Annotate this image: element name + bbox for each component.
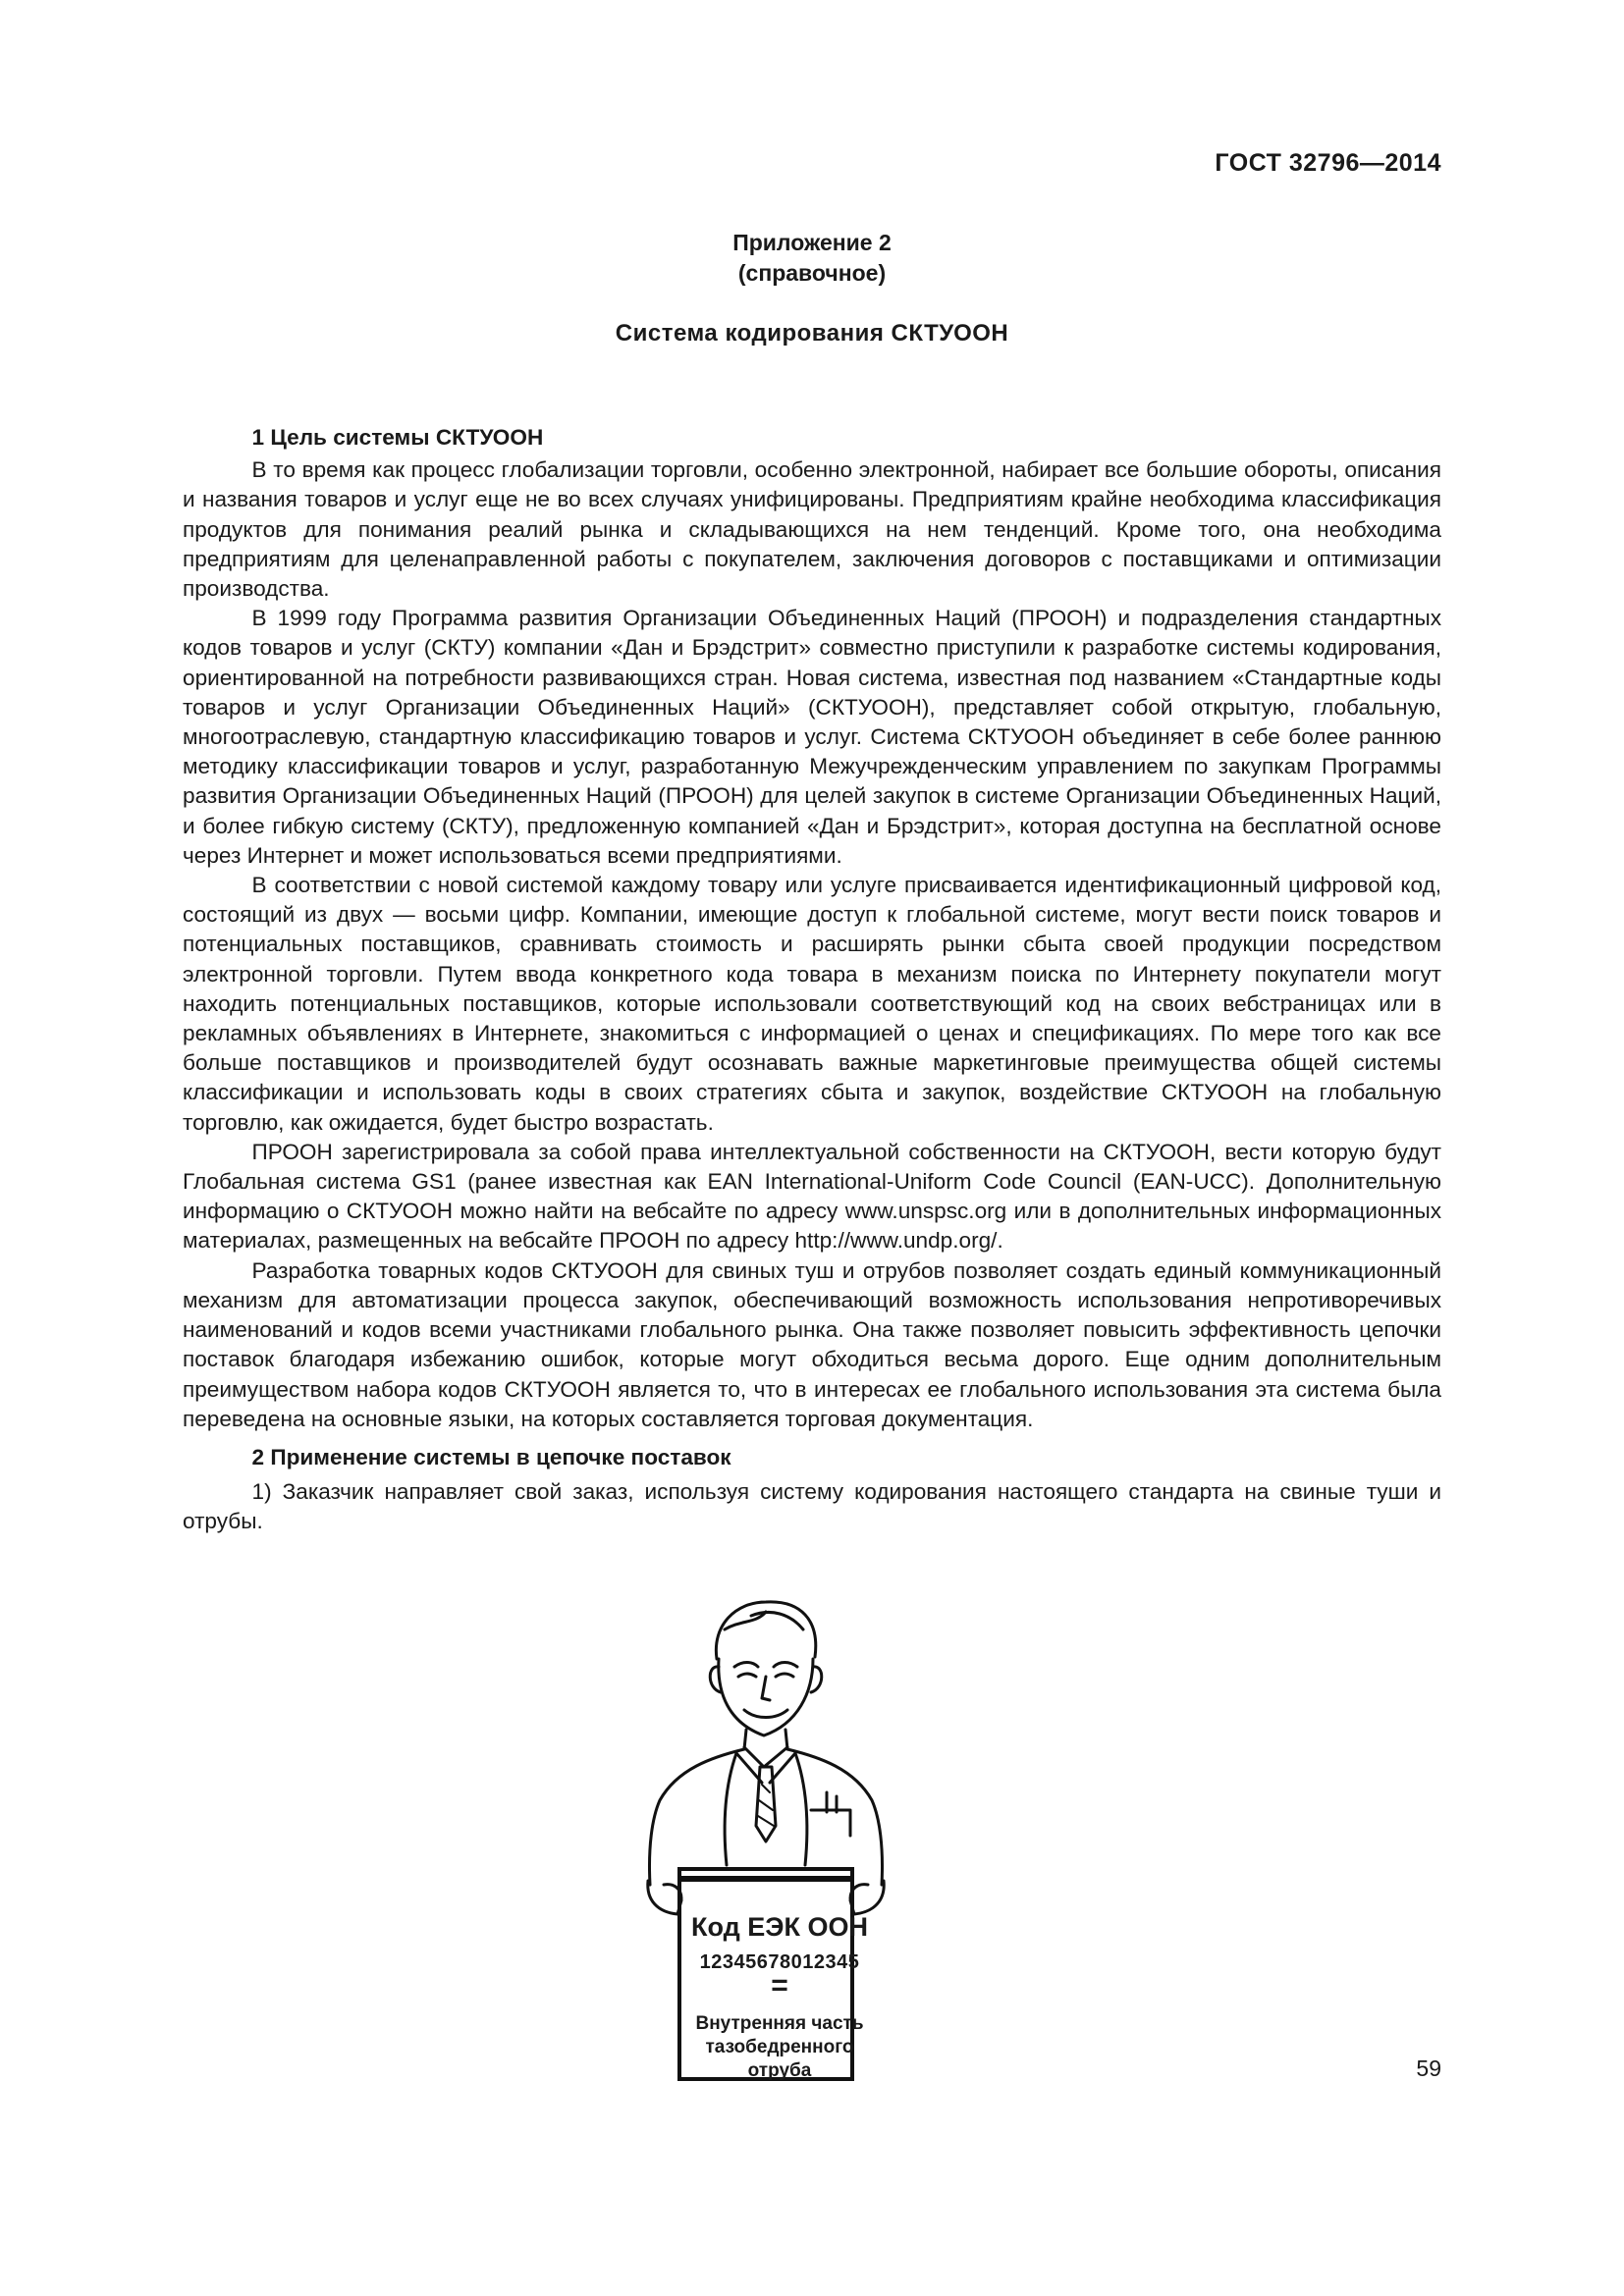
- section-heading-supply-chain: 2 Применение системы в цепочке поставок: [251, 1444, 731, 1469]
- sign-description-line: тазобедренного: [705, 2037, 854, 2057]
- document-body: [183, 423, 1441, 1537]
- section-heading-goal: 1 Цель системы СКТУООН: [251, 425, 544, 450]
- paragraph: В 1999 году Программа развития Организации Объединенных Наций (ПРООН) и подразделения стандартных кодов товаров и услуг (СКТУ) компании «Дан и Брэдстрит» совместно приступили к разработке системы кодирования, ориентированной на потребности развивающихся стран. Новая система, известная под названием «Стандартные коды товаров и услуг Организации Объединенных Наций» (СКТУООН), представляет собой открытую, глобальную, многоотраслевую, стандартную классификацию товаров и услуг. Система СКТУООН объединяет в себе более раннюю методику классификации товаров и услуг, разработанную Межучрежденческим управлением по закупкам Программы развития Организации Объединенных Наций (ПРООН) для целей закупок в системе Организации Объединенных Наций, и более гибкую систему (СКТУ), предложенную компанией «Дан и Брэдстрит», которая доступна на бесплатной основе через Интернет и может использоваться всеми предприятиями.: [183, 606, 1441, 868]
- sign-description: [681, 2012, 878, 2083]
- illustration-man-with-sign: [619, 1590, 903, 2081]
- sign-code: 12345678012345: [699, 1951, 860, 1973]
- sign-title: Код ЕЭК ООН: [691, 1912, 868, 1942]
- page-title: Система кодирования СКТУООН: [615, 320, 1009, 347]
- sign-description-line: Внутренняя часть: [695, 2013, 864, 2034]
- paragraph: ПРООН зарегистрировала за собой права интеллектуальной собственности на СКТУООН, вести которую будут Глобальная система GS1 (ранее известная как EAN International-Uniform Code Council (EAN-UCC). Дополнительную информацию о СКТУООН можно найти на вебсайте по адресу www.unspsc.org или в дополнительных информационных материалах, размещенных на вебсайте ПРООН по адресу http://www.undp.org/.: [183, 1139, 1441, 1254]
- paragraph: В то время как процесс глобализации торговли, особенно электронной, набирает все большие обороты, описания и названия товаров и услуг еще не во всех случаях унифицированы. Предприятиям крайне необходима классификация продуктов для понимания реалий рынка и складывающихся на нем тенденций. Кроме того, она необходима предприятиям для целенаправленной работы с покупателем, заключения договоров с поставщиками и оптимизации производства.: [183, 457, 1441, 602]
- document-standard-header: ГОСТ 32796—2014: [1215, 149, 1441, 177]
- annex-title: [0, 228, 1624, 289]
- annex-type: (справочное): [737, 260, 887, 286]
- sign-equals: =: [771, 1969, 788, 2002]
- paragraph: Разработка товарных кодов СКТУООН для свиных туш и отрубов позволяет создать единый коммуникационный механизм для автоматизации процесса закупок, обеспечивающий возможность использования непротиворечивых наименований и кодов всеми участниками глобального рынка. Она также позволяет повысить эффективность цепочки поставок благодаря избежанию ошибок, которые могут обходиться весьма дорого. Еще одним дополнительным преимуществом набора кодов СКТУООН является то, что в интересах ее глобального использования эта система была переведена на основные языки, на которых составляется торговая документация.: [183, 1257, 1441, 1431]
- page-number: 59: [1416, 2056, 1441, 2081]
- annex-number: Приложение 2: [732, 230, 892, 255]
- paragraph: 1) Заказчик направляет свой заказ, используя систему кодирования настоящего стандарта на свиные туши и отрубы.: [183, 1479, 1441, 1534]
- sign-description-line: отруба: [747, 2060, 812, 2081]
- paragraph: В соответствии с новой системой каждому товару или услуге присваивается идентификационный цифровой код, состоящий из двух — восьми цифр. Компании, имеющие доступ к глобальной системе, могут вести поиск товаров и потенциальных поставщиков, сравнивать стоимость и расширять рынки сбыта своей продукции посредством электронной торговли. Путем ввода конкретного кода товара в механизм поиска по Интернету покупатели могут находить потенциальных поставщиков, которые использовали соответствующий код на своих вебстраницах или в рекламных объявлениях в Интернете, знакомиться с информацией о ценах и спецификациях. По мере того как все больше поставщиков и производителей будут осознавать важные маркетинговые преимущества общей системы классификации и использовать коды в своих стратегиях сбыта и закупок, воздействие СКТУООН на глобальную торговлю, как ожидается, будет быстро возрастать.: [183, 873, 1441, 1135]
- man-drawing: [619, 1590, 903, 2081]
